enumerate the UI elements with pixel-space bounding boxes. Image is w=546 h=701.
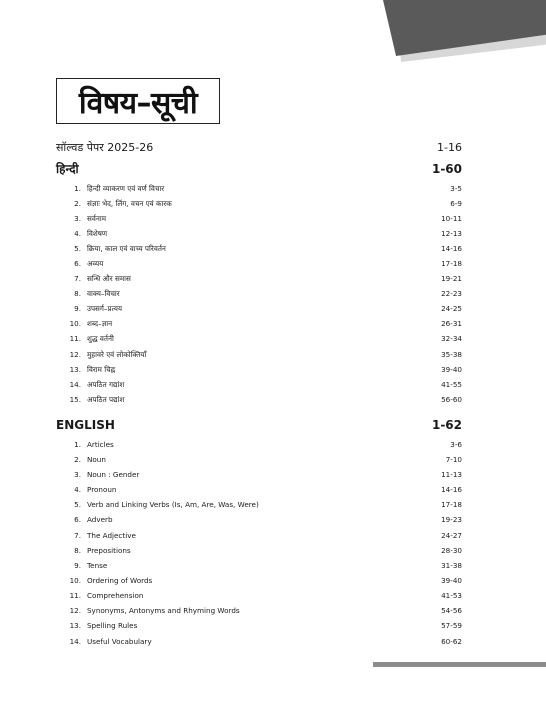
toc-entry-label: शब्द–ज्ञान [87, 319, 113, 329]
toc-entry-number: 7. [74, 530, 81, 540]
toc-entry[interactable] [56, 301, 462, 316]
toc-entry-label: Synonyms, Antonyms and Rhyming Words [87, 606, 240, 616]
toc-entry-number: 11. [69, 591, 81, 601]
title-box [56, 78, 220, 124]
toc-entry-title [56, 226, 441, 241]
toc-entry-number: 12. [69, 606, 81, 616]
toc-entry-label: विराम चिह्न [87, 364, 116, 374]
hindi-heading: हिन्दी [56, 162, 79, 176]
english-heading: ENGLISH [56, 417, 115, 432]
toc-entry-number: 5. [74, 500, 81, 510]
toc-entry-title [56, 558, 441, 573]
toc-entry-label: मुहावरे एवं लोकोक्तियाँ [87, 349, 147, 359]
toc-entry-title [56, 573, 441, 588]
toc-entry[interactable] [56, 211, 462, 226]
toc-entry-title [56, 347, 441, 362]
toc-entry[interactable] [56, 558, 462, 573]
toc-entry-pages: 57-59 [441, 621, 462, 631]
toc-entry-pages: 41-55 [441, 379, 462, 389]
toc-entry-label: Noun [87, 454, 106, 464]
toc-entry-number: 14. [69, 636, 81, 646]
toc-entry-pages: 12-13 [441, 229, 462, 239]
hindi-list [56, 181, 462, 407]
toc-entry[interactable] [56, 437, 462, 452]
toc-entry-label: उपसर्ग–प्रत्यय [87, 304, 123, 314]
toc-entry[interactable] [56, 286, 462, 301]
solved-paper-label: सॉल्वड पेपर 2025-26 [56, 141, 154, 154]
toc-entry-label: वाक्य–विचार [87, 289, 120, 299]
toc-entry-title [56, 634, 441, 649]
toc-entry[interactable] [56, 573, 462, 588]
toc-entry-number: 11. [69, 334, 81, 344]
english-list [56, 437, 462, 649]
toc-entry[interactable] [56, 603, 462, 618]
hindi-section-heading[interactable] [56, 160, 462, 181]
toc-entry-pages: 56-60 [441, 394, 462, 404]
toc-entry[interactable] [56, 543, 462, 558]
toc-entry-pages: 35-38 [441, 349, 462, 359]
toc-entry[interactable] [56, 634, 462, 649]
toc-entry-title [56, 286, 441, 301]
toc-entry[interactable] [56, 347, 462, 362]
toc-entry-title [56, 331, 441, 346]
toc-entry-label: Ordering of Words [87, 575, 153, 585]
toc-entry-number: 13. [69, 364, 81, 374]
toc-entry-pages: 60-62 [441, 636, 462, 646]
toc-entry-pages: 54-56 [441, 606, 462, 616]
toc-entry-pages: 14-16 [441, 485, 462, 495]
toc-entry-label: हिन्दी व्याकरण एवं वर्ण विचार [87, 184, 165, 193]
english-pages: 1-62 [431, 417, 462, 432]
toc-entry-pages: 31-38 [441, 560, 462, 570]
toc-entry[interactable] [56, 241, 462, 256]
toc-entry-pages: 14-16 [441, 244, 462, 254]
toc-entry-pages: 24-25 [441, 304, 462, 314]
toc-entry-title [56, 452, 446, 467]
toc-entry-label: सर्वनाम [87, 214, 107, 224]
toc-entry[interactable] [56, 181, 462, 196]
toc-entry-number: 13. [69, 621, 81, 631]
toc-entry-label: Pronoun [87, 485, 117, 495]
toc-entry-pages: 7-10 [445, 454, 462, 464]
toc-entry-label: Articles [87, 439, 114, 449]
toc-entry-number: 9. [74, 304, 81, 314]
toc-entry-number: 9. [74, 560, 81, 570]
toc-entry-label: शुद्ध वर्तनी [87, 334, 114, 344]
toc-entry-label: Comprehension [87, 591, 144, 601]
toc-entry[interactable] [56, 377, 462, 392]
toc-entry[interactable] [56, 392, 462, 407]
toc-entry-label: क्रिया, काल एवं वाच्य परिवर्तन [87, 244, 166, 254]
toc-entry-number: 5. [74, 244, 81, 254]
english-section-heading[interactable] [56, 418, 462, 437]
toc-entry-pages: 17-18 [441, 259, 462, 269]
toc-entry-label: अपठित पद्यांश [87, 394, 125, 404]
toc-entry-number: 6. [74, 515, 81, 525]
toc-entry-label: विशेषण [87, 229, 108, 239]
toc-entry-title [56, 588, 441, 603]
page-title: विषय–सूची [78, 85, 198, 121]
toc-entry[interactable] [56, 362, 462, 377]
toc-entry-number: 4. [74, 229, 81, 239]
toc-entry-title [56, 256, 441, 271]
toc-entry-title [56, 618, 441, 633]
toc-entry-title [56, 362, 441, 377]
toc-entry-pages: 22-23 [441, 289, 462, 299]
toc-entry-title [56, 512, 441, 527]
toc-entry-label: The Adjective [87, 530, 136, 540]
toc-entry-number: 1. [74, 439, 81, 449]
toc-entry-pages: 32-34 [441, 334, 462, 344]
toc-entry[interactable] [56, 271, 462, 286]
toc-entry-title [56, 181, 450, 196]
toc-entry-title [56, 196, 450, 211]
toc-entry-label: अपठित गद्यांश [87, 379, 125, 389]
toc-entry-pages: 41-53 [441, 591, 462, 601]
toc-entry-pages: 26-31 [441, 319, 462, 329]
toc-entry-pages: 19-21 [441, 274, 462, 284]
toc-entry-pages: 3-5 [450, 184, 462, 193]
toc-entry-pages: 39-40 [441, 364, 462, 374]
toc-entry-number: 14. [69, 379, 81, 389]
toc-entry-title [56, 316, 441, 331]
toc-entry-number: 15. [69, 394, 81, 404]
toc-entry-number: 4. [74, 485, 81, 495]
toc-entry-pages: 19-23 [441, 515, 462, 525]
toc-entry-number: 7. [74, 274, 81, 284]
toc-entry[interactable] [56, 528, 462, 543]
toc-entry-label: संज्ञाः भेद, लिंग, वचन एवं कारक [87, 199, 172, 209]
solved-paper-pages: 1-16 [437, 141, 462, 154]
toc-entry[interactable] [56, 588, 462, 603]
toc-entry-number: 10. [69, 575, 81, 585]
toc-entry-label: Verb and Linking Verbs (Is, Am, Are, Was, Were) [87, 500, 259, 510]
toc-entry-title [56, 301, 441, 316]
toc-entry-number: 3. [74, 214, 81, 224]
toc-entry-number: 8. [74, 289, 81, 299]
toc-entry-title [56, 392, 441, 407]
toc-entry-number: 1. [74, 184, 81, 193]
toc-entry-number: 3. [74, 469, 81, 479]
toc-entry[interactable] [56, 196, 462, 211]
toc-entry-pages: 24-27 [441, 530, 462, 540]
toc-entry[interactable] [56, 226, 462, 241]
toc-entry-number: 12. [69, 349, 81, 359]
toc-entry-number: 6. [74, 259, 81, 269]
toc-entry-number: 2. [74, 454, 81, 464]
toc-entry-title [56, 377, 441, 392]
toc-entry-pages: 11-13 [441, 469, 462, 479]
toc-entry-title [56, 437, 450, 452]
toc-entry-label: Tense [87, 560, 108, 570]
toc-entry-label: Useful Vocabulary [87, 636, 152, 646]
toc-entry-pages: 6-9 [450, 199, 462, 209]
toc-entry-number: 10. [69, 319, 81, 329]
toc-entry-title [56, 467, 441, 482]
toc-entry[interactable] [56, 497, 462, 512]
toc-entry-pages: 39-40 [441, 575, 462, 585]
toc-entry-title [56, 271, 441, 286]
toc-entry[interactable] [56, 331, 462, 346]
toc-entry-number: 2. [74, 199, 81, 209]
toc-entry-number: 8. [74, 545, 81, 555]
toc-entry[interactable] [56, 452, 462, 467]
toc-entry[interactable] [56, 512, 462, 527]
toc-entry-pages: 28-30 [441, 545, 462, 555]
toc-entry-title [56, 241, 441, 256]
toc-entry-pages: 17-18 [441, 500, 462, 510]
toc-entry[interactable] [56, 618, 462, 633]
toc-entry-title [56, 211, 441, 226]
table-of-contents [56, 140, 462, 649]
toc-entry-label: सन्धि और समास [87, 274, 131, 284]
toc-entry[interactable] [56, 482, 462, 497]
toc-entry[interactable] [56, 316, 462, 331]
toc-entry[interactable] [56, 467, 462, 482]
toc-entry-label: अव्यय [87, 259, 104, 269]
hindi-pages: 1-60 [431, 162, 462, 176]
toc-entry-pages: 10-11 [441, 214, 462, 224]
toc-entry-title [56, 543, 441, 558]
toc-entry-title [56, 603, 441, 618]
toc-entry[interactable] [56, 256, 462, 271]
toc-entry-label: Noun : Gender [87, 469, 140, 479]
toc-entry-title [56, 482, 441, 497]
toc-entry-label: Adverb [87, 515, 113, 525]
toc-entry-title [56, 528, 441, 543]
toc-entry-label: Spelling Rules [87, 621, 138, 631]
solved-paper-entry[interactable] [56, 140, 462, 160]
toc-entry-label: Prepositions [87, 545, 131, 555]
bottom-decoration-bar [373, 662, 546, 667]
toc-entry-title [56, 497, 441, 512]
toc-entry-pages: 3-6 [450, 439, 462, 449]
